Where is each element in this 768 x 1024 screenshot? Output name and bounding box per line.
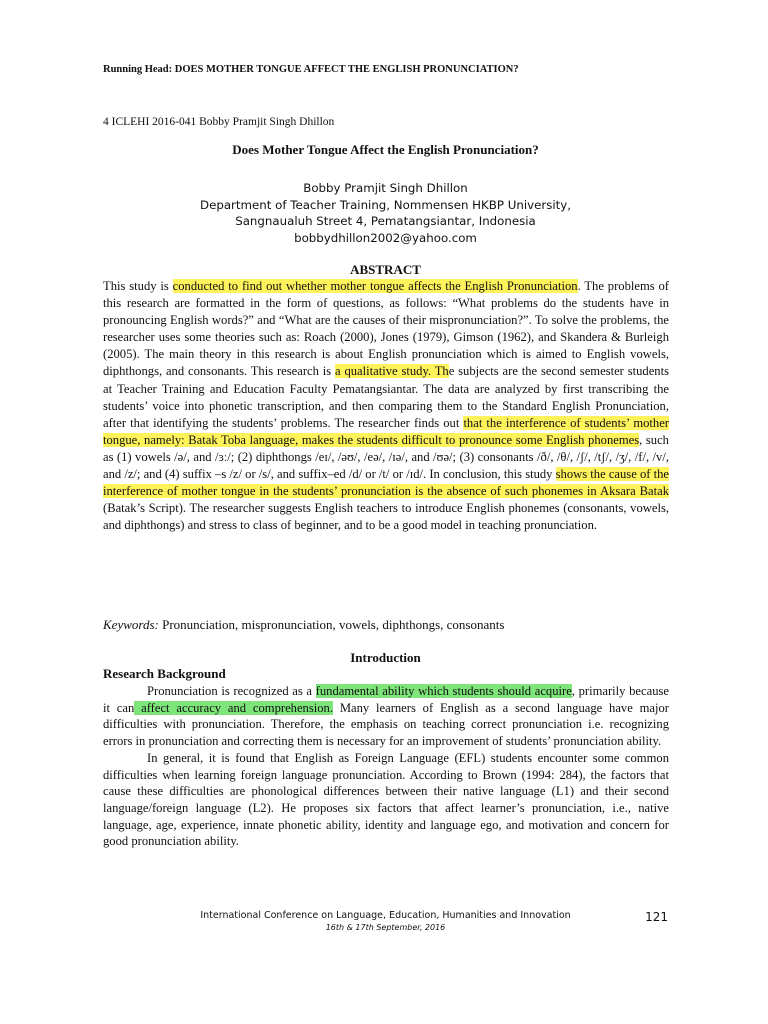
abstract-text: e subjects are the second semester students at Teacher Training and Education Faculty Pematangsiantar. The data are analyzed by first transcribing the students’ voice into phonetic transcription, and then comparing them to the Standard English Pronunciation, after that identifying the students’ problems. The researcher finds out xyxy=(103,364,669,430)
introduction-heading: Introduction xyxy=(350,650,421,665)
abstract-heading: ABSTRACT xyxy=(350,262,421,277)
paper-title: Does Mother Tongue Affect the English Pronunciation? xyxy=(232,142,539,157)
page-number: 121 xyxy=(645,910,668,924)
running-head: Running Head: DOES MOTHER TONGUE AFFECT THE ENGLISH PRONUNCIATION? xyxy=(103,64,519,75)
author-email: bobbydhillon2002@yahoo.com xyxy=(294,230,477,245)
author-address: Sangnaualuh Street 4, Pematangsiantar, Indonesia xyxy=(235,214,536,228)
author-name: Bobby Pramjit Singh Dhillon xyxy=(303,181,468,195)
page-footer xyxy=(103,910,668,934)
abstract-highlight: shows the cause of the interference of mother tongue in the students’ pronunciation is the absence of such phonemes in Aksara Batak xyxy=(103,467,669,499)
intro-text: Many learners of English as a second language have major difficulties with pronunciation. Therefore, the emphasis on teaching correct pronunciation i.e. recognizing errors in pronunciation and correcting them is necessary for an improvement of students’ pronunciation ability. xyxy=(103,700,670,749)
research-background-heading: Research Background xyxy=(103,666,226,681)
keywords-label: Keywords: xyxy=(103,617,159,632)
footer-conference: International Conference on Language, Education, Humanities and Innovation xyxy=(200,910,571,921)
abstract-text: (Batak’s Script). The researcher suggests English teachers to introduce English phonemes (consonants, vowels, and diphthongs) and stress to class of beginner, and to be a good model in teaching pronunciation. xyxy=(103,501,669,533)
abstract-body xyxy=(103,278,669,534)
author-block xyxy=(103,180,668,246)
footer-dates: 16th & 17th September, 2016 xyxy=(325,923,446,932)
intro-highlight: affect accuracy and comprehension. xyxy=(134,700,333,715)
introduction-paragraph xyxy=(103,683,669,750)
introduction-body xyxy=(103,683,669,850)
author-department: Department of Teacher Training, Nommensen HKBP University, xyxy=(199,197,572,212)
keywords-text: Pronunciation, mispronunciation, vowels, diphthongs, consonants xyxy=(158,617,505,632)
abstract-text: , such as (1) vowels /ə/, and /ɜː/; (2) diphthongs /eɪ/, /əʊ/, /eə/, /ɪə/, and /ʊə/; (3) consonants /ð/, /θ/, /ʃ/, /tʃ/, /ʒ/, /f/, /v/, and /z/; and (4) suffix –s /z/ or /s/, and suffix–ed /d/ or /t/ or /ɪd/. In conclusion, this study xyxy=(103,432,669,482)
abstract-highlight: conducted to find out whether mother tongue affects the English Pronunciation xyxy=(172,279,578,293)
abstract-highlight: a qualitative study. Th xyxy=(335,364,449,379)
intro-highlight: fundamental ability which students should acquire xyxy=(315,684,572,698)
introduction-paragraph: In general, it is found that English as Foreign Language (EFL) students encounter some common difficulties when learning foreign language pronunciation. According to Brown (1994: 284), the factors that cause these difficulties are phonological differences between their native language (L1) and their second language/foreign language (L2). He proposes six factors that affect learner’s pronunciation, i.e., native language, age, experience, innate phonetic ability, identity and language ego, and motivation and concern for good pronunciation ability. xyxy=(103,750,669,849)
abstract-text: . The problems of this research are formatted in the form of questions, as follows: “What problems do the students have in pronouncing English words?” and “What are the causes of their mispronunciation?”. To solve the problems, the researcher uses some theories such as: Roach (2000), Jones (1979), Gimson (1962), and Skandera & Burleigh (2005). The main theory in this research is about English pronunciation which is aimed to English vowels, diphthongs, and consonants. This research is xyxy=(103,279,670,379)
abstract-text: This study is xyxy=(103,279,173,293)
conference-id: 4 ICLEHI 2016-041 Bobby Pramjit Singh Dhillon xyxy=(103,116,335,128)
abstract-highlight: that the interference of students’ mother tongue, namely: Batak Toba language, makes the students difficult to pronounce some English phonemes xyxy=(103,415,669,447)
keywords-line xyxy=(103,617,669,633)
intro-text: Pronunciation is recognized as a xyxy=(147,684,316,698)
intro-text: , primarily because it can xyxy=(103,684,669,715)
